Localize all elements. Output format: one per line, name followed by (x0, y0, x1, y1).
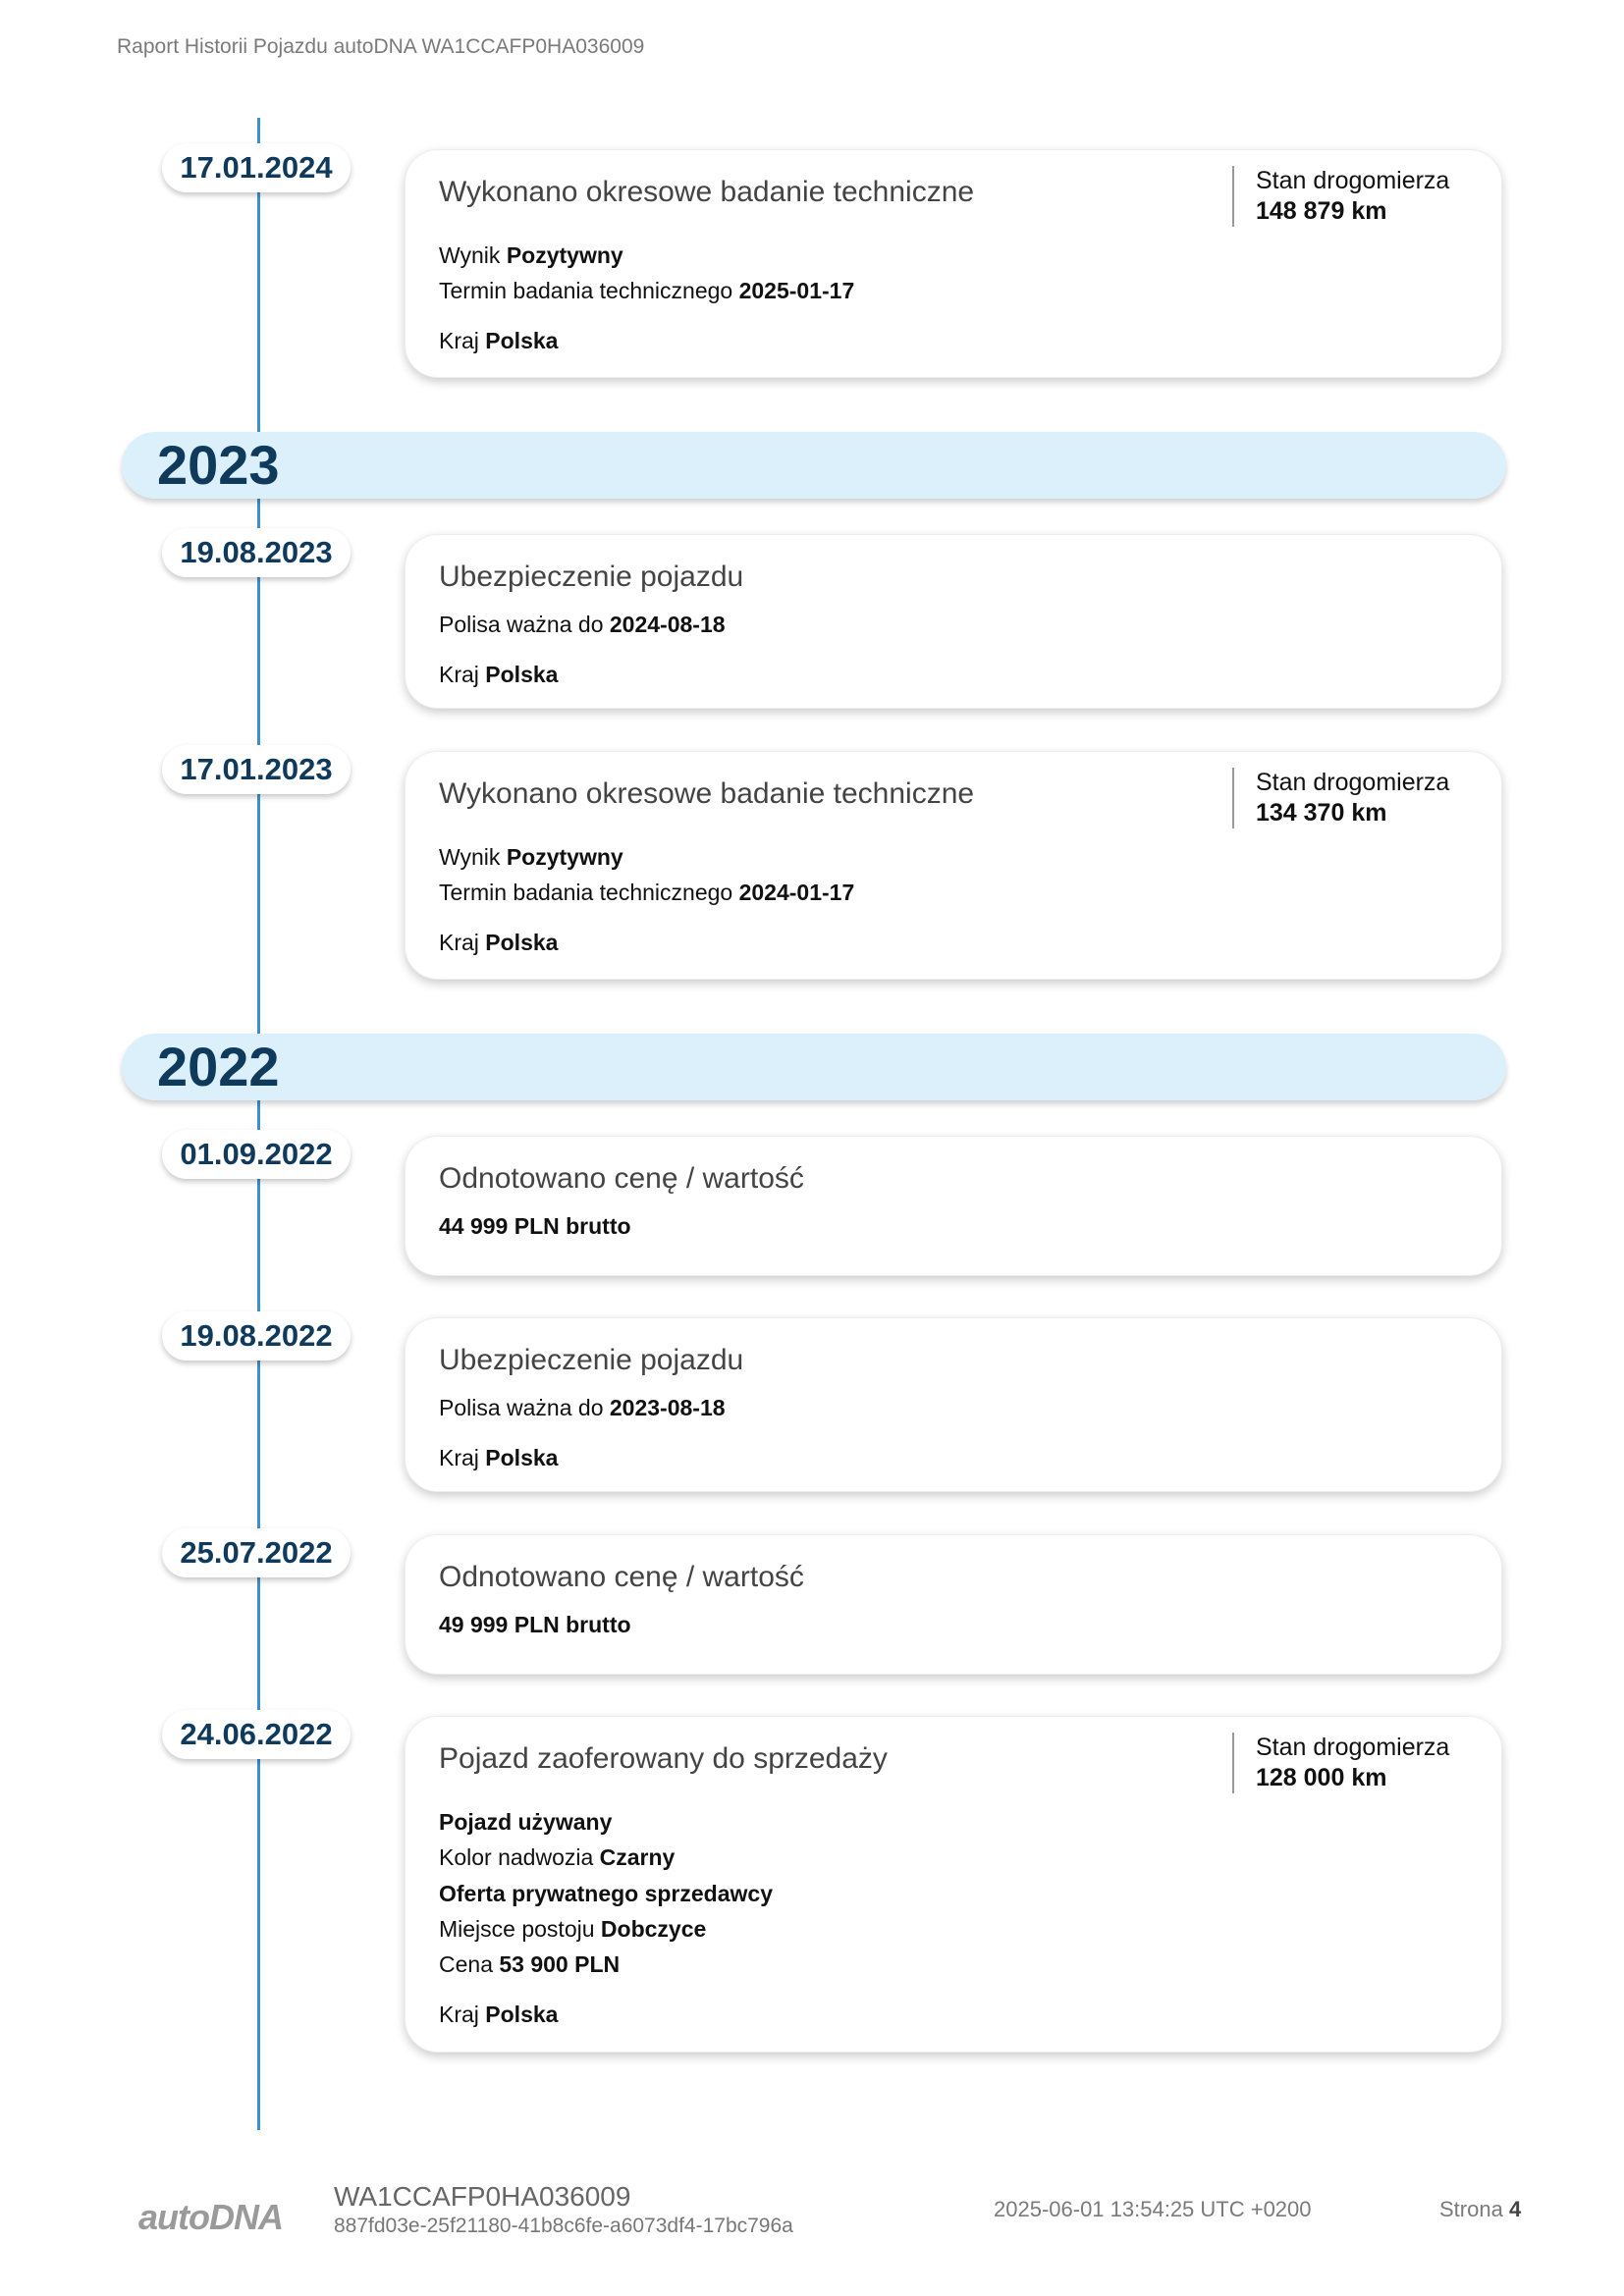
event-title: Odnotowano cenę / wartość (439, 1561, 804, 1593)
year-label: 2023 (157, 434, 280, 496)
event-date: 17.01.2024 (162, 143, 351, 192)
event-title: Ubezpieczenie pojazdu (439, 1344, 744, 1376)
footer-timestamp: 2025-06-01 13:54:25 UTC +0200 (994, 2197, 1312, 2221)
odometer-value: 128 000 km (1256, 1764, 1387, 1791)
event-date: 17.01.2023 (162, 745, 351, 794)
autodna-logo: autoDNA (138, 2197, 283, 2237)
event-row: Wynik Pozytywny (439, 242, 623, 268)
event-row: Kraj Polska (439, 328, 559, 353)
event-row: Kraj Polska (439, 2002, 559, 2027)
event-title: Pojazd zaoferowany do sprzedaży (439, 1742, 888, 1775)
year-header (122, 432, 1506, 499)
event-row: Kolor nadwozia Czarny (439, 1844, 676, 1870)
event-title: Wykonano okresowe badanie techniczne (439, 777, 975, 810)
event-card (405, 1317, 1502, 1492)
event-date: 19.08.2023 (162, 528, 351, 577)
event-card (405, 149, 1502, 378)
event-row: Polisa ważna do 2023-08-18 (439, 1395, 726, 1420)
odometer (1232, 1733, 1449, 1793)
timeline-line (257, 118, 260, 2130)
event-row: Pojazd używany (439, 1809, 613, 1835)
footer-hash: 887fd03e-25f21180-41b8c6fe-a6073df4-17bc796a (334, 2215, 793, 2237)
odometer-label: Stan drogomierza (1256, 769, 1450, 796)
event-row: Kraj Polska (439, 662, 559, 687)
event-row: Termin badania technicznego 2024-01-17 (439, 880, 855, 905)
event-row: Kraj Polska (439, 930, 559, 955)
event-date: 19.08.2022 (162, 1311, 351, 1361)
year-label: 2022 (157, 1036, 280, 1097)
event-title: Wykonano okresowe badanie techniczne (439, 176, 975, 208)
event-row: Cena 53 900 PLN (439, 1951, 621, 1977)
event-card (405, 534, 1502, 709)
event-row: Polisa ważna do 2024-08-18 (439, 612, 726, 637)
page-number: Strona 4 (1439, 2197, 1522, 2221)
event-row: 44 999 PLN brutto (439, 1213, 631, 1239)
event-row: Wynik Pozytywny (439, 844, 623, 870)
event-date: 24.06.2022 (162, 1710, 351, 1759)
event-row: Miejsce postoju Dobczyce (439, 1916, 707, 1942)
odometer (1232, 166, 1449, 227)
odometer-label: Stan drogomierza (1256, 167, 1450, 194)
odometer-value: 134 370 km (1256, 799, 1387, 827)
event-title: Odnotowano cenę / wartość (439, 1162, 804, 1195)
event-row: Kraj Polska (439, 1445, 559, 1470)
event-card (405, 1534, 1502, 1675)
odometer (1232, 768, 1449, 828)
event-card (405, 1716, 1502, 2053)
year-header (122, 1034, 1506, 1100)
event-card (405, 1136, 1502, 1276)
event-card (405, 751, 1502, 980)
event-date: 25.07.2022 (162, 1528, 351, 1577)
event-title: Ubezpieczenie pojazdu (439, 561, 744, 593)
event-row: Termin badania technicznego 2025-01-17 (439, 278, 855, 303)
report-header: Raport Historii Pojazdu autoDNA WA1CCAFP0HA036009 (117, 35, 645, 58)
odometer-value: 148 879 km (1256, 197, 1387, 225)
event-row: 49 999 PLN brutto (439, 1612, 631, 1637)
event-row: Oferta prywatnego sprzedawcy (439, 1881, 773, 1906)
event-date: 01.09.2022 (162, 1130, 351, 1179)
odometer-label: Stan drogomierza (1256, 1734, 1450, 1761)
footer-vin: WA1CCAFP0HA036009 (334, 2181, 631, 2212)
